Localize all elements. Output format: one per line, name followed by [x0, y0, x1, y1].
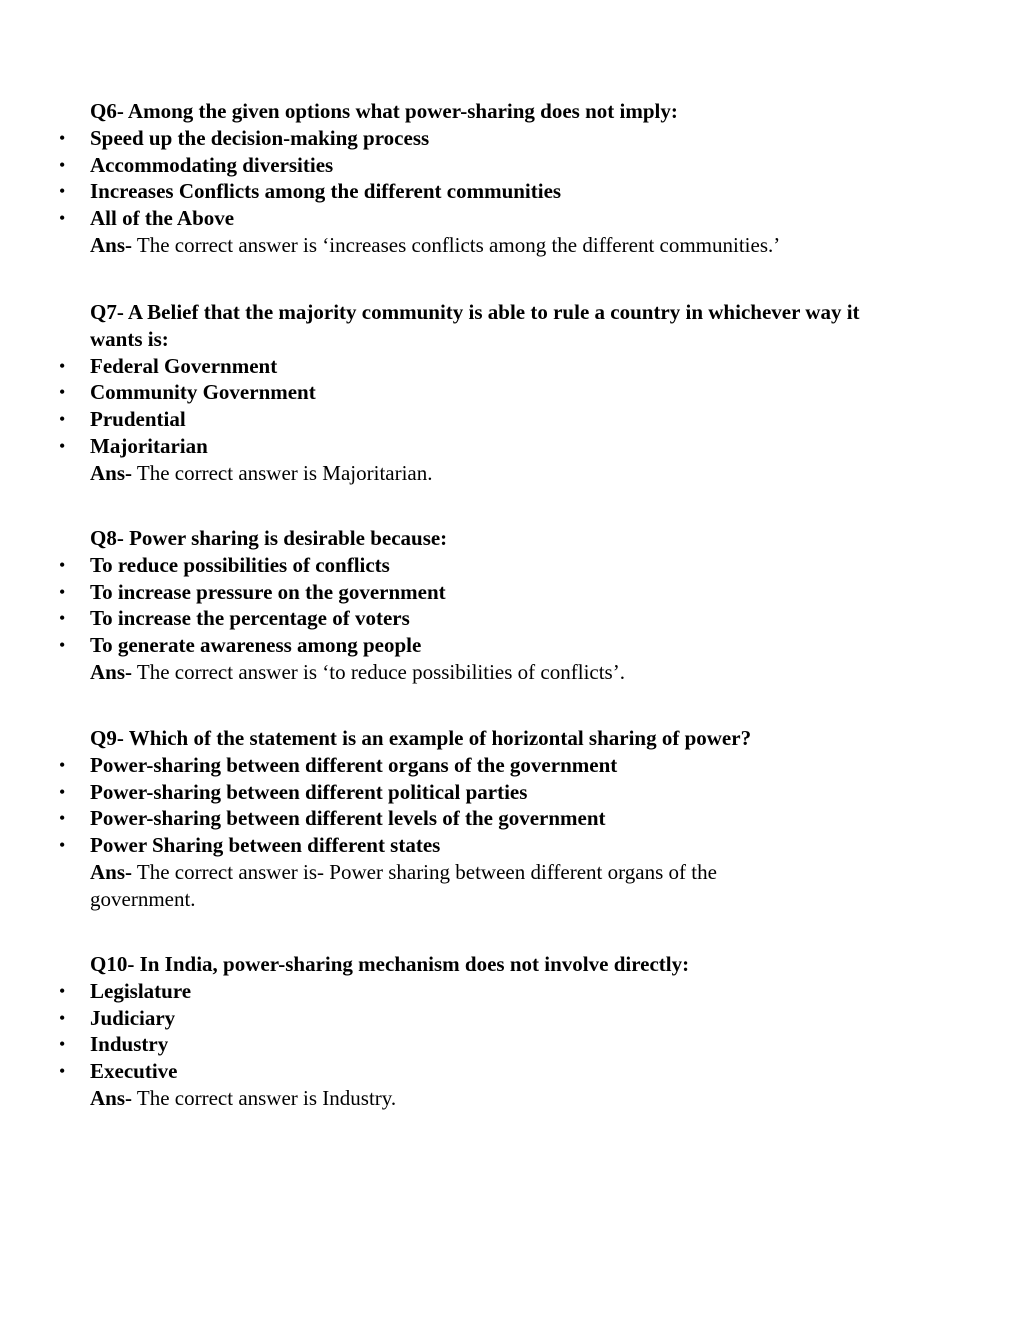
option-item [59, 1058, 910, 1085]
answer-line [90, 460, 910, 487]
bullet-icon: • [59, 635, 66, 656]
option-item [59, 805, 810, 832]
option-text: Power-sharing between different organs of the government [90, 752, 618, 777]
option-item [59, 379, 910, 406]
option-item [59, 125, 910, 152]
option-text: Federal Government [90, 353, 278, 378]
question-text: Q9- Which of the statement is an example of horizontal sharing of power? [90, 726, 752, 750]
options-list [59, 978, 910, 1085]
option-item [59, 178, 910, 205]
answer-line [90, 1085, 910, 1112]
option-text: Legislature [90, 978, 192, 1003]
bullet-icon: • [59, 154, 66, 175]
option-item [59, 1031, 910, 1058]
answer-label: Ans- [90, 659, 133, 684]
option-item [59, 832, 810, 859]
bullet-icon: • [59, 1061, 66, 1082]
option-text: Executive [90, 1059, 178, 1084]
option-item [59, 579, 910, 606]
answer-text: The correct answer is Industry. [132, 1085, 397, 1110]
option-text: All of the Above [90, 206, 235, 231]
answer-label: Ans- [90, 232, 133, 257]
option-text: To reduce possibilities of conflicts [90, 552, 390, 577]
bullet-icon: • [59, 1034, 66, 1055]
bullet-icon: • [59, 808, 66, 829]
option-text: To increase the percentage of voters [90, 606, 410, 631]
answer-line [90, 232, 910, 259]
option-text: Majoritarian [90, 433, 208, 458]
bullet-icon: • [59, 754, 66, 775]
option-text: Industry [90, 1032, 169, 1057]
option-text: To generate awareness among people [90, 633, 422, 658]
answer-text: The correct answer is ‘to reduce possibilities of conflicts’. [132, 659, 625, 684]
option-text: Power-sharing between different levels of the government [90, 806, 606, 831]
bullet-icon: • [59, 127, 66, 148]
option-item [59, 978, 910, 1005]
bullet-icon: • [59, 554, 66, 575]
question-block-q8 [59, 525, 910, 686]
question-text: Q7- A Belief that the majority community is able to rule a country in whichever way it wants is: [90, 300, 860, 351]
options-list [59, 752, 810, 859]
option-text: Power Sharing between different states [90, 833, 441, 858]
option-text: Increases Conflicts among the different communities [90, 179, 562, 204]
option-item [59, 205, 910, 232]
option-item [59, 605, 910, 632]
bullet-icon: • [59, 435, 66, 456]
option-item [59, 353, 910, 380]
options-list [59, 552, 910, 659]
option-text: Community Government [90, 380, 316, 405]
option-text: Judiciary [90, 1005, 176, 1030]
option-text: Power-sharing between different political parties [90, 779, 528, 804]
answer-label: Ans- [90, 460, 133, 485]
bullet-icon: • [59, 581, 66, 602]
option-text: Speed up the decision-making process [90, 125, 430, 150]
bullet-icon: • [59, 608, 66, 629]
option-item [59, 752, 810, 779]
answer-text: The correct answer is Majoritarian. [132, 460, 433, 485]
options-list [59, 125, 910, 232]
question-block-q9 [59, 725, 810, 913]
answer-text: The correct answer is ‘increases conflicts among the different communities.’ [132, 232, 781, 257]
option-item [59, 406, 910, 433]
question-text: Q6- Among the given options what power-sharing does not imply: [90, 99, 678, 123]
option-item [59, 552, 910, 579]
bullet-icon: • [59, 355, 66, 376]
option-item [59, 1005, 910, 1032]
question-text: Q10- In India, power-sharing mechanism does not involve directly: [90, 952, 690, 976]
bullet-icon: • [59, 208, 66, 229]
bullet-icon: • [59, 382, 66, 403]
bullet-icon: • [59, 980, 66, 1001]
question-text: Q8- Power sharing is desirable because: [90, 526, 448, 550]
question-block-q7 [59, 299, 910, 487]
option-item [59, 779, 810, 806]
bullet-icon: • [59, 409, 66, 430]
bullet-icon: • [59, 781, 66, 802]
answer-line [90, 859, 810, 913]
bullet-icon: • [59, 835, 66, 856]
answer-label: Ans- [90, 1085, 133, 1110]
bullet-icon: • [59, 1007, 66, 1028]
option-item [59, 433, 910, 460]
question-block-q6 [59, 98, 910, 259]
option-item [59, 632, 910, 659]
option-item [59, 152, 910, 179]
bullet-icon: • [59, 181, 66, 202]
answer-text: The correct answer is- Power sharing between different organs of the government. [90, 859, 717, 911]
answer-line [90, 659, 910, 686]
options-list [59, 353, 910, 460]
option-text: Accommodating diversities [90, 152, 334, 177]
question-block-q10 [59, 951, 910, 1112]
option-text: Prudential [90, 407, 186, 432]
option-text: To increase pressure on the government [90, 579, 446, 604]
answer-label: Ans- [90, 859, 133, 884]
